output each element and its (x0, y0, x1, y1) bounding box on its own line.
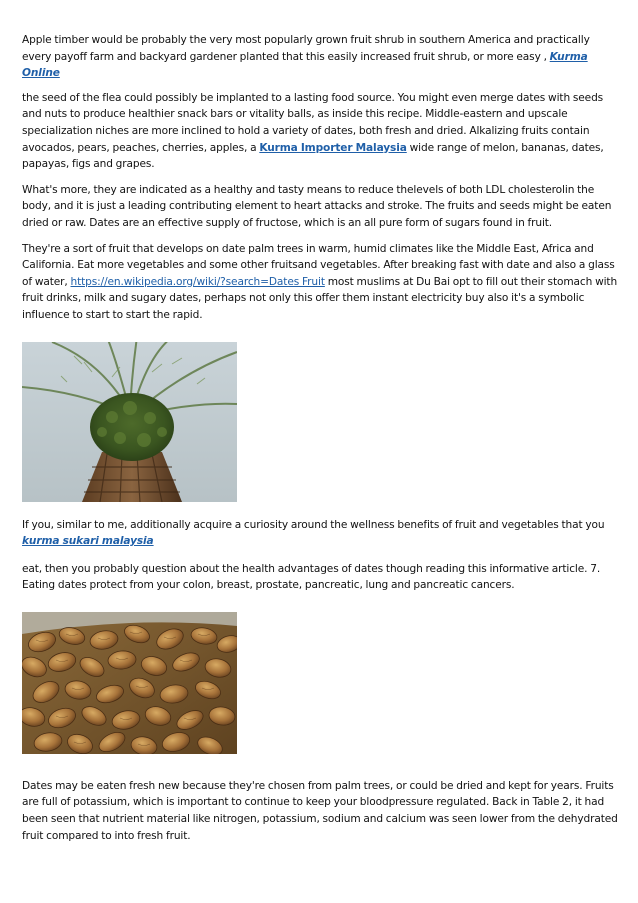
paragraph-text-after: most muslims at Du Bai opt to fill out their stomach with fruit drinks, milk and sugary dates, perhaps not only this offer them instant electricity buy also it's a symbolic influence to start to start the rapid. (22, 275, 618, 321)
paragraph-text: What's more, they are indicated as a healthy and tasty means to reduce thelevels of both LDL cholesterolin the body, and it is just a leading contributing element to heart attacks and stroke. The fruits and seeds might be eaten dried or raw. Dates are an effective supply of fructose, which is an all pure form of sugars found in fruit. (22, 183, 612, 229)
paragraph-cholesterol (22, 182, 618, 232)
paragraph-curiosity (22, 517, 618, 550)
document-page (22, 32, 618, 844)
paragraph-text: eat, then you probably question about the health advantages of dates though reading this informative article. 7. Eating dates protect from your colon, breast, prostate, pancreatic, lung and pancreatic cancers. (22, 562, 601, 592)
paragraph-seed (22, 90, 618, 173)
dried-dates-image (22, 612, 237, 754)
paragraph-fresh-dried (22, 778, 618, 844)
kurma-importer-malaysia-link[interactable]: Kurma Importer Malaysia (259, 141, 407, 154)
paragraph-text: Apple timber would be probably the very most popularly grown fruit shrub in southern America and practically every payoff farm and backyard gardener planted that this easily increased fruit shrub, or more easy , (22, 34, 590, 63)
wikipedia-dates-fruit-link[interactable]: https://en.wikipedia.org/wiki/?search=Dates Fruit (70, 275, 325, 288)
paragraph-date-palm (22, 241, 618, 324)
paragraph-text: Dates may be eaten fresh new because they're chosen from palm trees, or could be dried and kept for years. Fruits are full of potassium, which is important to continue to keep your bloodpressure regulated. Back in Table 2, it had been seen that nutrient material like nitrogen, potassium, sodium and calcium was seen lower from the dehydrated fruit compared to into fresh fruit. (22, 779, 618, 842)
paragraph-text-before: They're a sort of fruit that develops on date palm trees in warm, humid climates like the Middle East, Africa and California. Eat more vegetables and some other fruitsand vegetables. After breaking fast with date and also a glass of water, (22, 242, 615, 288)
paragraph-text: If you, similar to me, additionally acquire a curiosity around the wellness benefits of fruit and vegetables that you (22, 518, 605, 531)
date-palm-tree-image (22, 342, 237, 502)
date-palm-tree-illustration (22, 342, 237, 502)
kurma-online-link[interactable]: Kurma Online (22, 50, 588, 80)
dried-dates-illustration (22, 612, 237, 754)
paragraph-health (22, 561, 618, 594)
paragraph-text-before: the seed of the flea could possibly be implanted to a lasting food source. You might even merge dates with seeds and nuts to produce healthier snack bars or vitality balls, as inside this recipe. Middle-eastern and upscale specialization niches are more inclined to hold a variety of dates, both fresh and dried. Alkalizing fruits contain avocados, pears, peaches, cherries, apples, a (22, 91, 604, 154)
kurma-sukari-malaysia-link[interactable]: kurma sukari malaysia (22, 535, 154, 548)
paragraph-text-after: wide range of melon, bananas, dates, papayas, figs and grapes. (22, 141, 604, 171)
paragraph-apple-timber (22, 32, 618, 82)
